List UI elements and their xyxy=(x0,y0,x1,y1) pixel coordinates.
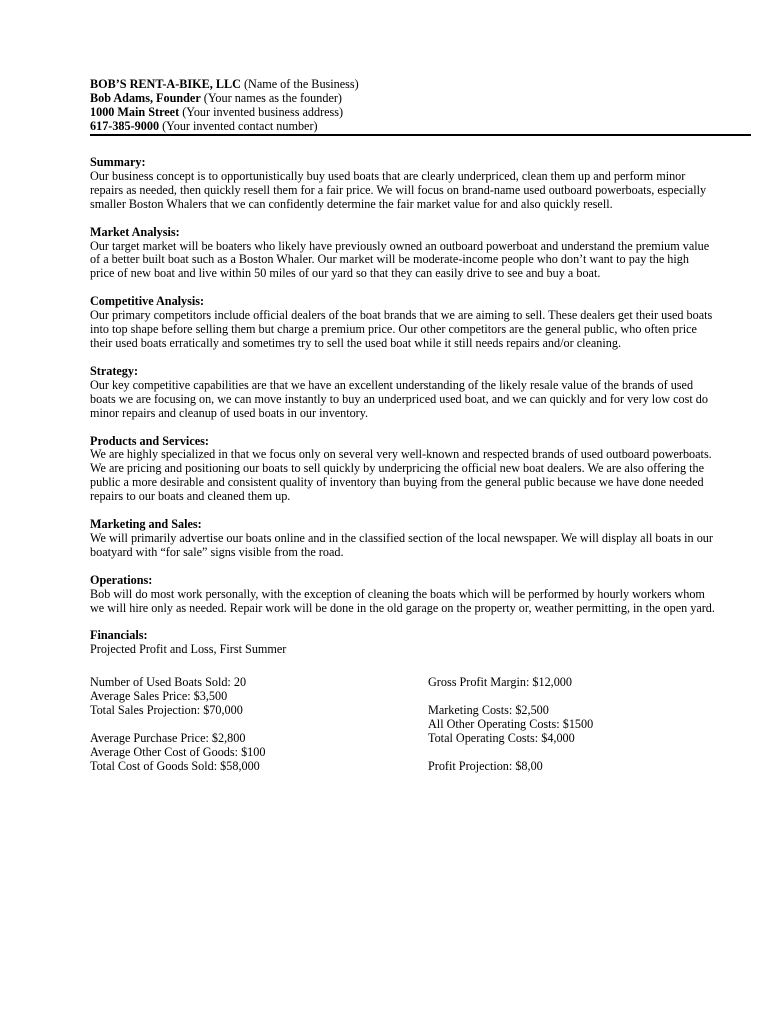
marketing-sales-text: We will primarily advertise our boats online and in the classified section of the local newspaper. We will display all boats in our boatyard with “for sale” signs visible from the road. xyxy=(90,530,713,559)
summary-heading: Summary: xyxy=(90,155,146,169)
avg-sales-price-value: Average Sales Price: $3,500 xyxy=(90,689,228,704)
founder-line xyxy=(90,92,750,106)
competitive-analysis-section xyxy=(90,295,715,351)
products-services-text: We are highly specialized in that we focus only on several very well-known and respected brands of used outboard powerboats. We are pricing and positioning our boats to sell quickly by underpricing the official new boat dealers. We are also offering the public a more desirable and consistent quality of inventory than buying from the general public because we have done needed repairs to our boats and cleaned them up. xyxy=(90,447,712,504)
operations-section xyxy=(90,574,715,616)
marketing-costs-value: Marketing Costs: $2,500 xyxy=(428,703,549,718)
products-services-heading: Products and Services: xyxy=(90,433,209,448)
financials-section xyxy=(90,629,715,786)
financials-subtitle: Projected Profit and Loss, First Summer xyxy=(90,642,287,657)
business-address: 1000 Main Street xyxy=(90,104,180,119)
competitive-analysis-heading: Competitive Analysis: xyxy=(90,294,205,309)
avg-purchase-price-value: Average Purchase Price: $2,800 xyxy=(90,730,246,745)
summary-section xyxy=(90,156,715,212)
strategy-heading: Strategy: xyxy=(90,363,139,378)
founder-name: Bob Adams, Founder xyxy=(90,90,201,105)
market-analysis-heading: Market Analysis: xyxy=(90,224,180,239)
total-cogs-value: Total Cost of Goods Sold: $58,000 xyxy=(90,758,260,773)
spacer xyxy=(428,746,728,760)
spacer xyxy=(428,690,728,704)
header-divider xyxy=(90,134,751,136)
marketing-sales-heading: Marketing and Sales: xyxy=(90,517,202,532)
summary-text: Our business concept is to opportunistically buy used boats that are clearly underpriced, clean them up and perform minor repairs as needed, then quickly resell them for a fair price. We will focus on brand-name used outboard powerboats, especially smaller Boston Whalers that we can confidently determine the fair market value for and also quickly resell. xyxy=(90,168,707,211)
gross-margin-value: Gross Profit Margin: $12,000 xyxy=(428,675,572,690)
total-operating-costs-value: Total Operating Costs: $4,000 xyxy=(428,730,575,745)
address-note: (Your invented business address) xyxy=(179,104,344,119)
strategy-text: Our key competitive capabilities are that we have an excellent understanding of the likely resale value of the brands of used boats we are focusing on, we can move instantly to buy an underpriced used boat, and we can quickly and for very low cost do minor repairs and cleanup of used boats in our inventory. xyxy=(90,377,708,420)
strategy-section xyxy=(90,365,715,421)
business-name: BOB’S RENT-A-BIKE, LLC xyxy=(90,77,241,91)
spacer xyxy=(90,718,410,732)
financials-heading: Financials: xyxy=(90,628,148,643)
operations-text: Bob will do most work personally, with the exception of cleaning the boats which will be performed by hourly workers whom we will hire only as needed. Repair work will be done in the old garage on the property or, weather permitting, in the open yard. xyxy=(90,586,715,615)
phone-note: (Your invented contact number) xyxy=(159,118,318,133)
other-operating-costs-value: All Other Operating Costs: $1500 xyxy=(428,716,594,731)
competitive-analysis-text: Our primary competitors include official dealers of the boat brands that we are aiming to sell. These dealers get their used boats into top shape before selling them but charge a premium price. Our other competitors are the general public, who often price their used boats erratically and sometimes try to sell the used boat while it still needs repairs and/or cleaning. xyxy=(90,308,713,350)
products-services-section xyxy=(90,435,715,505)
profit-projection-value: Profit Projection: $8,00 xyxy=(428,758,543,773)
market-analysis-text: Our target market will be boaters who likely have previously owned an outboard powerboat and understand the premium value of a better built boat such as a Boston Whaler. Our market will be moderate-income people who don’t want to pay the high price of new boat and live within 50 miles of our yard so that they can easily drive to see and buy a boat. xyxy=(90,238,710,281)
contact-number: 617-385-9000 xyxy=(90,118,160,133)
market-analysis-section xyxy=(90,226,715,282)
financials-right-column xyxy=(428,676,728,773)
founder-note: (Your names as the founder) xyxy=(200,90,342,105)
business-name-line xyxy=(90,78,750,92)
marketing-sales-section xyxy=(90,518,715,560)
document-header xyxy=(90,78,750,134)
business-name-note: (Name of the Business) xyxy=(240,77,359,91)
document-body xyxy=(90,156,715,800)
phone-line xyxy=(90,120,750,134)
boats-sold-value: Number of Used Boats Sold: 20 xyxy=(90,675,247,690)
address-line xyxy=(90,106,750,120)
financials-table xyxy=(90,676,715,786)
operations-heading: Operations: xyxy=(90,572,153,587)
total-sales-value: Total Sales Projection: $70,000 xyxy=(90,703,243,718)
financials-left-column xyxy=(90,676,410,773)
avg-other-cost-value: Average Other Cost of Goods: $100 xyxy=(90,744,266,759)
